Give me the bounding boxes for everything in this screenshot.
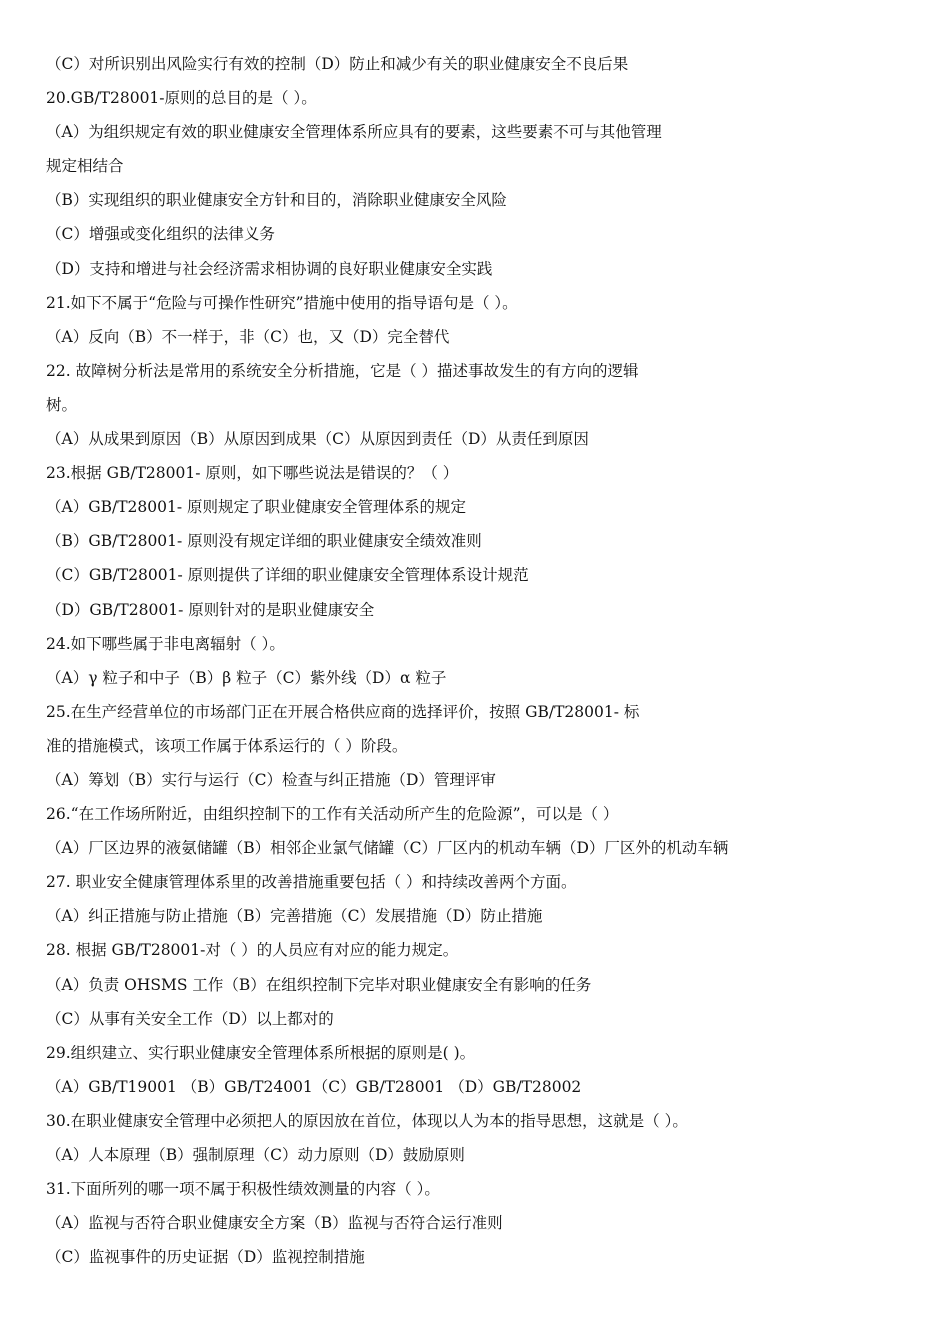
question-26: 26.“在工作场所附近，由组织控制下的工作有关活动所产生的危险源”，可以是（ ） xyxy=(46,805,619,824)
question-29: 29.组织建立、实行职业健康安全管理体系所根据的原则是( )。 xyxy=(46,1043,476,1062)
text-line: （A）厂区边界的液氨储罐（B）相邻企业氯气储罐（C）厂区内的机动车辆（D）厂区外的机动车辆 xyxy=(46,839,729,858)
text-line: （A）GB/T28001- 原则规定了职业健康安全管理体系的规定 xyxy=(46,498,467,517)
question-27: 27. 职业安全健康管理体系里的改善措施重要包括（ ）和持续改善两个方面。 xyxy=(46,873,577,892)
text-line: （C）GB/T28001- 原则提供了详细的职业健康安全管理体系设计规范 xyxy=(46,566,529,585)
question-25: 25.在生产经营单位的市场部门正在开展合格供应商的选择评价，按照 GB/T28001- 标 xyxy=(46,702,640,721)
question-21: 21.如下不属于“危险与可操作性研究”措施中使用的指导语句是（ ）。 xyxy=(46,293,518,312)
text-line: 规定相结合 xyxy=(46,157,124,176)
text-line: （C）增强或变化组织的法律义务 xyxy=(46,225,275,244)
text-line: （A）筹划（B）实行与运行（C）检查与纠正措施（D）管理评审 xyxy=(46,770,496,789)
text-line: （B）GB/T28001- 原则没有规定详细的职业健康安全绩效准则 xyxy=(46,532,482,551)
text-line: （A）监视与否符合职业健康安全方案（B）监视与否符合运行准则 xyxy=(46,1214,503,1233)
text-line: （A）GB/T19001 （B）GB/T24001（C）GB/T28001 （D）GB/T28002 xyxy=(46,1077,582,1096)
text-line: （A）人本原理（B）强制原理（C）动力原则（D）鼓励原则 xyxy=(46,1146,465,1164)
text-line: （A）负责 OHSMS 工作（B）在组织控制下完毕对职业健康安全有影响的任务 xyxy=(46,975,592,994)
text-line: （D）支持和增进与社会经济需求相协调的良好职业健康安全实践 xyxy=(46,259,493,278)
text-line: （C）从事有关安全工作（D）以上都对的 xyxy=(46,1009,334,1028)
text-line: （A）从成果到原因（B）从原因到成果（C）从原因到责任（D）从责任到原因 xyxy=(46,430,589,449)
text-line: （A）为组织规定有效的职业健康安全管理体系所应具有的要素，这些要素不可与其他管理 xyxy=(46,123,662,142)
question-20: 20.GB/T28001-原则的总目的是（ ）。 xyxy=(46,89,317,108)
text-line: 准的措施模式，该项工作属于体系运行的（ ）阶段。 xyxy=(46,736,408,755)
text-line: （C）对所识别出风险实行有效的控制（D）防止和减少有关的职业健康安全不良后果 xyxy=(46,55,629,73)
text-line: （C）监视事件的历史证据（D）监视控制措施 xyxy=(46,1248,365,1267)
text-line: 树。 xyxy=(46,395,78,414)
text-line: （A）反向（B）不一样于，非（C）也，又（D）完全替代 xyxy=(46,327,450,346)
text-line: （D）GB/T28001- 原则针对的是职业健康安全 xyxy=(46,600,375,619)
text-line: （A）γ 粒子和中子（B）β 粒子（C）紫外线（D）α 粒子 xyxy=(46,668,447,687)
text-line: （A）纠正措施与防止措施（B）完善措施（C）发展措施（D）防止措施 xyxy=(46,907,543,926)
question-31: 31.下面所列的哪一项不属于积极性绩效测量的内容（ ）。 xyxy=(46,1180,440,1199)
question-22: 22. 故障树分析法是常用的系统安全分析措施，它是（ ）描述事故发生的有方向的逻辑 xyxy=(46,361,639,380)
question-30: 30.在职业健康安全管理中必须把人的原因放在首位，体现以人为本的指导思想，这就是（ ）。 xyxy=(46,1111,688,1130)
question-23: 23.根据 GB/T28001- 原则，如下哪些说法是错误的？（ ） xyxy=(46,464,459,483)
text-line: （B）实现组织的职业健康安全方针和目的，消除职业健康安全风险 xyxy=(46,191,507,210)
document-text xyxy=(46,47,906,1274)
question-28: 28. 根据 GB/T28001-对（ ）的人员应有对应的能力规定。 xyxy=(46,941,459,960)
question-24: 24.如下哪些属于非电离辐射（ ）。 xyxy=(46,634,285,653)
